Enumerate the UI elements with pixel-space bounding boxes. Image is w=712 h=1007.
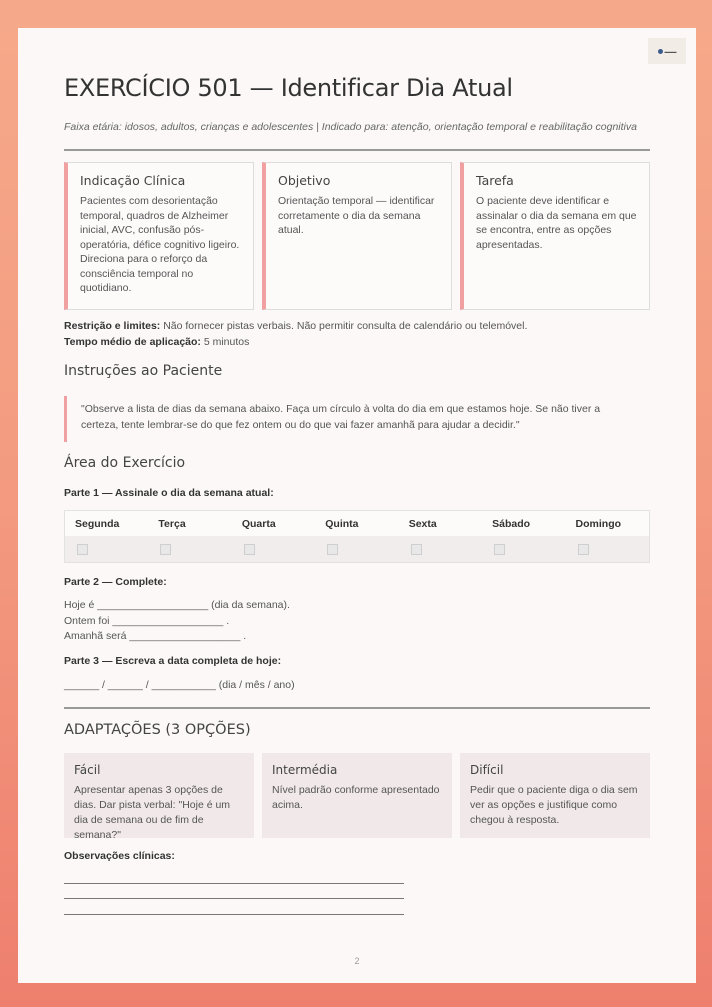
observation-line[interactable] [64, 914, 404, 915]
adaptation-body: Nível padrão conforme apresentado acima. [272, 784, 440, 811]
card-body: Pacientes com desorientação temporal, quadros de Alzheimer inicial, AVC, confusão pós-operatória, défice cognitivo ligeiro. Direciona para o reforço da consciência temporal no quotidiano. [80, 195, 240, 294]
observation-line[interactable] [64, 883, 404, 884]
day-name: Sábado [482, 511, 565, 536]
adaptation-title: Difícil [470, 763, 504, 777]
day-checkbox[interactable] [578, 544, 589, 555]
divider [64, 149, 650, 151]
day-name: Quarta [232, 511, 315, 536]
card-body: Orientação temporal — identificar corretamente o dia da semana atual. [278, 195, 435, 236]
card-body: O paciente deve identificar e assinalar o dia da semana em que se encontra, entre as opções apresentadas. [476, 195, 637, 251]
card-objective [262, 162, 452, 310]
logo [648, 38, 686, 64]
info-cards [64, 162, 650, 310]
day-checkbox[interactable] [244, 544, 255, 555]
adaptation-title: Intermédia [272, 763, 338, 777]
card-title: Objetivo [278, 173, 331, 188]
time-label: Tempo médio de aplicação: [64, 336, 201, 348]
observations-label: Observações clínicas: [64, 850, 175, 862]
page-title: EXERCÍCIO 501 — Identificar Dia Atual [64, 74, 513, 102]
day-checkbox[interactable] [77, 544, 88, 555]
divider [64, 707, 650, 709]
instructions-quote: "Observe a lista de dias da semana abaixo. Faça um círculo à volta do dia em que estamos hoje. Se não tiver a certeza, tente lembrar-se do que fez ontem ou do que vai fazer amanhã para ajudar a decidir." [64, 396, 650, 442]
date-line[interactable]: ______ / ______ / ___________ (dia / mês / ano) [64, 679, 295, 691]
part3-label: Parte 3 — Escreva a data completa de hoje: [64, 655, 282, 667]
day-column [315, 511, 398, 562]
day-column [65, 511, 148, 562]
time-value: 5 minutos [200, 336, 250, 348]
adaptations-heading: ADAPTAÇÕES (3 OPÇÕES) [64, 722, 251, 738]
day-name: Domingo [566, 511, 649, 536]
day-name: Terça [148, 511, 231, 536]
part2-label: Parte 2 — Complete: [64, 576, 167, 588]
day-column [148, 511, 231, 562]
instructions-heading: Instruções ao Paciente [64, 363, 223, 379]
adaptation-body: Pedir que o paciente diga o dia sem ver as opções e justifique como chegou à resposta. [470, 784, 638, 826]
day-column [482, 511, 565, 562]
part1-label: Parte 1 — Assinale o dia da semana atual: [64, 487, 274, 499]
worksheet-page [18, 28, 696, 983]
fill-line-today[interactable]: Hoje é ___________________ (dia da semana). [64, 599, 290, 611]
adaptation-cards [64, 753, 650, 841]
adaptation-title: Fácil [74, 763, 101, 777]
fill-line-yesterday[interactable]: Ontem foi ___________________ . [64, 615, 230, 627]
card-task [460, 162, 650, 310]
card-title: Tarefa [476, 173, 514, 188]
day-name: Sexta [399, 511, 482, 536]
day-column [232, 511, 315, 562]
adaptation-easy [64, 753, 254, 841]
time-line [64, 336, 650, 348]
day-column [399, 511, 482, 562]
adaptation-hard [460, 753, 650, 838]
weekday-table [64, 510, 650, 563]
observation-line[interactable] [64, 898, 404, 899]
page-subtitle: Faixa etária: idosos, adultos, crianças e adolescentes | Indicado para: atenção, orientação temporal e reabilitação cognitiva [64, 121, 637, 133]
day-checkbox[interactable] [411, 544, 422, 555]
card-title: Indicação Clínica [80, 173, 186, 188]
brain-logo-icon: ▬▬▬ [658, 49, 677, 54]
day-column [566, 511, 649, 562]
day-checkbox[interactable] [160, 544, 171, 555]
page-number: 2 [354, 956, 360, 966]
day-name: Quinta [315, 511, 398, 536]
adaptation-body: Apresentar apenas 3 opções de dias. Dar pista verbal: "Hoje é um dia de semana ou de fim de semana?" [74, 784, 231, 841]
day-checkbox[interactable] [494, 544, 505, 555]
exercise-heading: Área do Exercício [64, 455, 186, 471]
card-clinical-indication [64, 162, 254, 310]
adaptation-intermediate [262, 753, 452, 838]
fill-line-tomorrow[interactable]: Amanhã será ___________________ . [64, 630, 247, 642]
restriction-value: Não fornecer pistas verbais. Não permitir consulta de calendário ou telemóvel. [160, 320, 528, 332]
restriction-label: Restrição e limites: [64, 320, 161, 332]
day-name: Segunda [65, 511, 148, 536]
day-checkbox[interactable] [327, 544, 338, 555]
restriction-line [64, 320, 650, 332]
